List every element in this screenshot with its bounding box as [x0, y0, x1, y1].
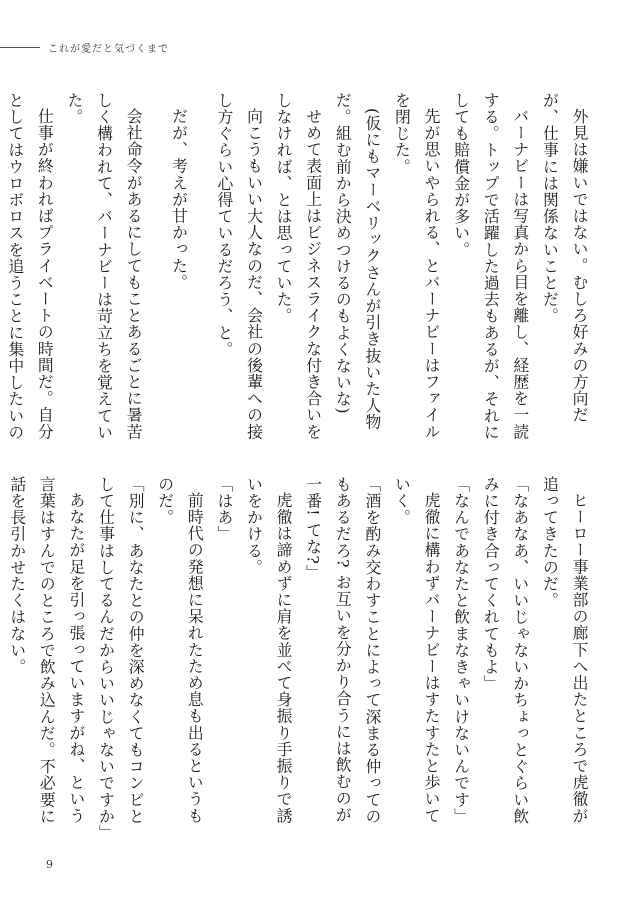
lower-text-block — [0, 476, 594, 842]
paragraph: 「酒を酌み交わすことによって深まる仲ってのもあるだろ? お互いを分かり合うには飲むのが一番! てな?」 — [303, 476, 382, 825]
paragraph: 前時代の発想に呆れたため息も出るというものだ。 — [155, 476, 205, 824]
paragraph: (仮にもマーベリックさんが引き抜いた人物だ。組む前から決めつけるのもよくないな) — [333, 92, 382, 431]
paragraph: だが、考えが甘かった。 — [169, 107, 189, 291]
paragraph: バーナビーは写真から目を離し、経歴を一読する。トップで活躍した過去もあるが、それにしても賠償金が多い。 — [451, 92, 530, 441]
running-title: これが愛だと気づくまで — [48, 44, 169, 55]
paragraph — [0, 476, 2, 834]
paragraph: 「はあ」 — [214, 476, 234, 543]
paragraph-spacer — [148, 92, 164, 450]
paragraph: 外見は嫌いではない。むしろ好みの方向だが、仕事には関係ないことだ。 — [540, 92, 589, 424]
paragraph: 虎徹は諦めずに肩を並べて身振り手振りで誘いをかける。 — [244, 476, 294, 824]
paragraph: 「なあなあ、いいじゃないかちょっとぐらい飲みに付き合ってくれてもよ」 — [481, 476, 530, 825]
paragraph: 向こうもいい大人なのだ、会社の後輩への接し方ぐらい心得ているだろう、と。 — [214, 92, 264, 440]
paragraph: 「なんであなたと飲まなきゃいけないんです」 — [451, 476, 471, 825]
upper-text-block — [0, 92, 594, 450]
paragraph: 仕事が終わればプライベートの時間だ。自分としてはウロボロスを追うことに集中したいの — [5, 92, 55, 441]
header-rule — [0, 47, 40, 48]
paragraph: 会社命令があるにしてもことあるごとに暑苦しく構われて、バーナビーは苛立ちを覚えていた。 — [64, 92, 144, 441]
paragraph: 虎徹に構わずバーナビーはすたすたと歩いていく。 — [392, 476, 442, 824]
paragraph-spacer — [193, 92, 209, 450]
paragraph: あなたが足を引っ張っていますがね、という言葉はすんでのところで飲み込んだ。不必要に話を長引かせたくはない。 — [7, 476, 86, 825]
page-number: 9 — [46, 858, 53, 871]
paragraph: ヒーロー事業部の廊下へ出たところで虎徹が追ってきたのだ。 — [540, 476, 589, 824]
paragraph: せめて表面上はビジネスライクな付き合いをしなければ、とは思っていた。 — [274, 92, 323, 440]
paragraph: 先が思いやられる、とバーナビーはファイルを閉じた。 — [392, 92, 442, 440]
paragraph: 「別に、あなたとの仲を深めなくてもコンビとして仕事はしてるんだからいいじゃないですか」 — [96, 476, 146, 842]
